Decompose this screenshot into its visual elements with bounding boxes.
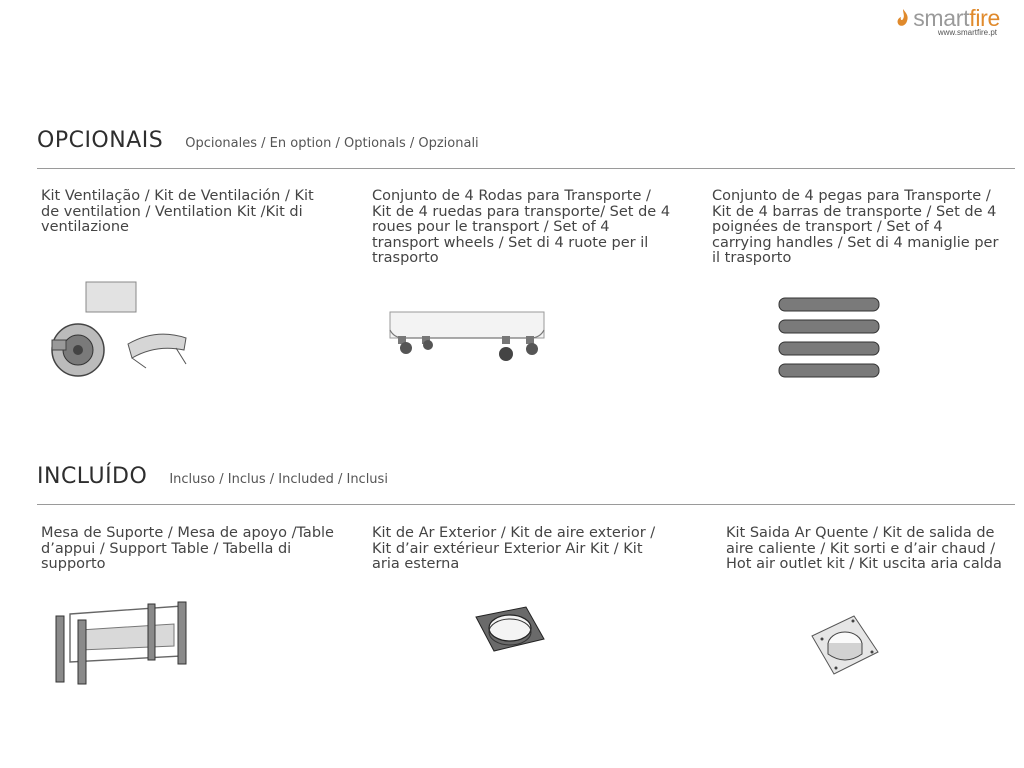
optional-section (37, 128, 1015, 169)
included-title: INCLUÍDO (37, 464, 148, 489)
brand-name-part2: fire (969, 5, 1000, 31)
item-label: Conjunto de 4 Rodas para Transporte / Kit de 4 ruedas para transporte/ Set de 4 roues pour le transport / Set of 4 transport wheels / Set di 4 ruote per il trasporto (372, 188, 671, 266)
optional-item-carrying-handles (712, 189, 1002, 267)
optional-item-transport-wheels (372, 189, 672, 267)
item-label: Kit de Ar Exterior / Kit de aire exterior / Kit d’air extérieur Exterior Air Kit / Kit aria esterna (372, 525, 656, 572)
exterior-air-kit-image (472, 603, 548, 655)
brand-name-part1: smart (913, 5, 970, 31)
item-label: Kit Saida Ar Quente / Kit de salida de aire caliente / Kit sorti e d’air chaud / Hot air outlet kit / Kit uscita aria calda (726, 525, 1002, 572)
item-label: Kit Ventilação / Kit de Ventilación / Kit de ventilation / Ventilation Kit /Kit di ventilazione (41, 188, 314, 235)
optional-item-ventilation-kit (41, 189, 316, 236)
optional-subtitle: Opcionales / En option / Optionals / Opzionali (185, 136, 479, 151)
item-label: Conjunto de 4 pegas para Transporte / Kit de 4 barras de transporte / Set de 4 poignées de transport / Set of 4 carrying handles / Set di 4 maniglie per il trasporto (712, 188, 999, 266)
included-item-exterior-air-kit (372, 526, 672, 573)
item-label: Mesa de Suporte / Mesa de apoyo /Table d’appui / Support Table / Tabella di supporto (41, 525, 334, 572)
brand-name (913, 6, 1000, 30)
included-subtitle: Incluso / Inclus / Included / Inclusi (169, 472, 388, 487)
transport-wheels-image (384, 308, 550, 368)
support-table-image (50, 598, 196, 688)
hot-air-outlet-kit-image (808, 612, 882, 678)
included-section (37, 464, 1015, 505)
flame-icon (895, 8, 911, 28)
optional-title: OPCIONAIS (37, 128, 164, 153)
carrying-handles-image (774, 294, 886, 384)
brand-logo (895, 6, 1000, 37)
brand-url: www.smartfire.pt (937, 28, 997, 37)
ventilation-kit-image (46, 278, 196, 380)
included-item-support-table (41, 526, 341, 573)
included-header (37, 464, 1015, 505)
optional-header (37, 128, 1015, 169)
included-item-hot-air-outlet-kit (726, 526, 1006, 573)
